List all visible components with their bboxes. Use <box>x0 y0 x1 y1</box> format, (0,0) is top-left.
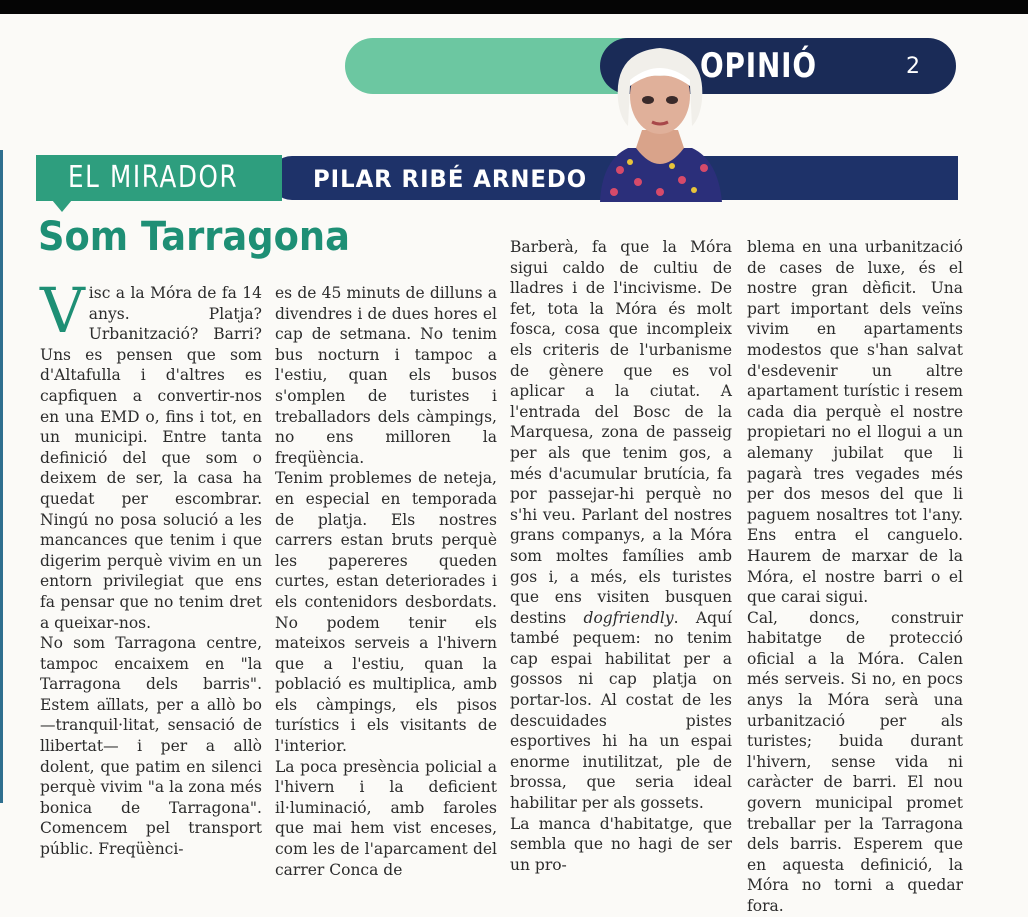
paragraph-text: Barberà, fa que la Móra sigui caldo de cultiu de lladres i de l'incivisme. De fet, tota la Móra és molt fosca, cosa que incompleix els criteris de l'urbanisme de gènere que es vol aplicar a la ciutat. A l'entrada del Bosc de la Marquesa, zona de passeig per als que tenim gos, a més d'acumular brutícia, fa por passejar-hi perquè no s'hi veu. Parlant del nostres grans companys, a la Móra som moltes famílies amb gos i, a més, els turistes que ens visiten busquen destins <box>510 238 732 627</box>
article-paragraph: La manca d'habitatge, que sembla que no hagi de ser un pro- <box>510 814 732 874</box>
paragraph-text: . Aquí també pequem: no tenim cap espai habilitat per a gossos ni cap platja on portar-los. Al costat de les descuidades pistes esportives hi ha un espai enorme inutilitzat, ple de brossa, que seria ideal habilitar per als gossets. <box>510 608 732 813</box>
article-title: Som Tarragona <box>38 214 350 260</box>
top-black-strip <box>0 0 1028 14</box>
article-paragraph: es de 45 minuts de dilluns a divendres i de dues hores el cap de setmana. No tenim bus nocturn i tampoc a l'estiu, quan els busos s'omplen de turistes i treballadors dels càmpings, no ens milloren la freqüència. <box>275 284 497 467</box>
article-column-1 <box>40 274 262 859</box>
author-name: PILAR RIBÉ ARNEDO <box>313 165 588 193</box>
article-paragraph: blema en una urbanització de cases de luxe, és el nostre gran dèficit. Una part important dels veïns vivim en apartaments modestos que s'han salvat d'esdevenir un altre apartament turístic i resem cada dia perquè el nostre propietari no el llogui a un alemany jubilat que li pagarà tres vegades més per dos mesos del que li paguem nosaltres tot l'any. Ens entra el canguelo. Haurem de marxar de la Móra, el nostre barri o el que carai sigui. <box>747 238 963 607</box>
italic-term: dogfriendly <box>583 608 674 627</box>
article-column-3 <box>510 237 732 874</box>
article-column-4 <box>747 237 963 915</box>
article-paragraph: Tenim problemes de neteja, en especial en temporada de platja. Els nostres carrers estan bruts perquè les papereres queden curtes, estan deteriorades i els contenidors desbordats. No podem tenir els mateixos serveis a l'hivern que a l'estiu, quan la població es multiplica, amb els càmpings, els pisos turístics i els visitants de l'interior. <box>275 469 497 756</box>
author-portrait-photo <box>580 30 740 202</box>
article-paragraph: No som Tarragona centre, tampoc encaixem en "la Tarragona dels barris". Estem aïllats, per a allò bo —tranquil·litat, sensació de llibertat— i per a allò dolent, que patim en silenci perquè vivim "a la zona més bonica de Tarragona". Comencem pel transport públic. Freqüènci- <box>40 634 262 859</box>
page-number: 2 <box>906 54 920 79</box>
article-paragraph: Cal, doncs, construir habitatge de protecció oficial a la Móra. Calen més serveis. Si no, en pocs anys la Móra serà una urbanització per als turistes; buida durant l'hivern, sense vida ni caràcter de barri. El nou govern municipal promet treballar per la Tarragona dels barris. Esperem que en aquesta definició, la Móra no torni a quedar fora. <box>747 608 963 915</box>
article-paragraph <box>510 237 732 814</box>
left-margin-rule <box>0 150 3 803</box>
drop-cap: V <box>40 274 85 347</box>
article-paragraph: La poca presència policial a l'hivern i la deficient il·luminació, amb faroles que mai hem vist enceses, com les de l'aparcament del carrer Conca de <box>275 757 497 879</box>
article-paragraph <box>40 274 262 633</box>
paragraph-text: isc a la Móra de fa 14 anys. Platja? Urbanització? Barri? Uns es pensen que som d'Altafulla i d'altres es capfiquen a convertir-nos en una EMD o, fins i tot, en un municipi. Entre tanta definició del que som o deixem de ser, la casa ha quedat per escombrar. Ningú no posa solució a les mancances que tenim i que digerim perquè vivim en un entorn privilegiat que ens fa pensar que no tenim dret a queixar-nos. <box>40 284 262 632</box>
column-title: EL MIRADOR <box>68 160 239 195</box>
section-label: OPINIÓ <box>700 46 817 86</box>
article-column-2 <box>275 283 497 879</box>
